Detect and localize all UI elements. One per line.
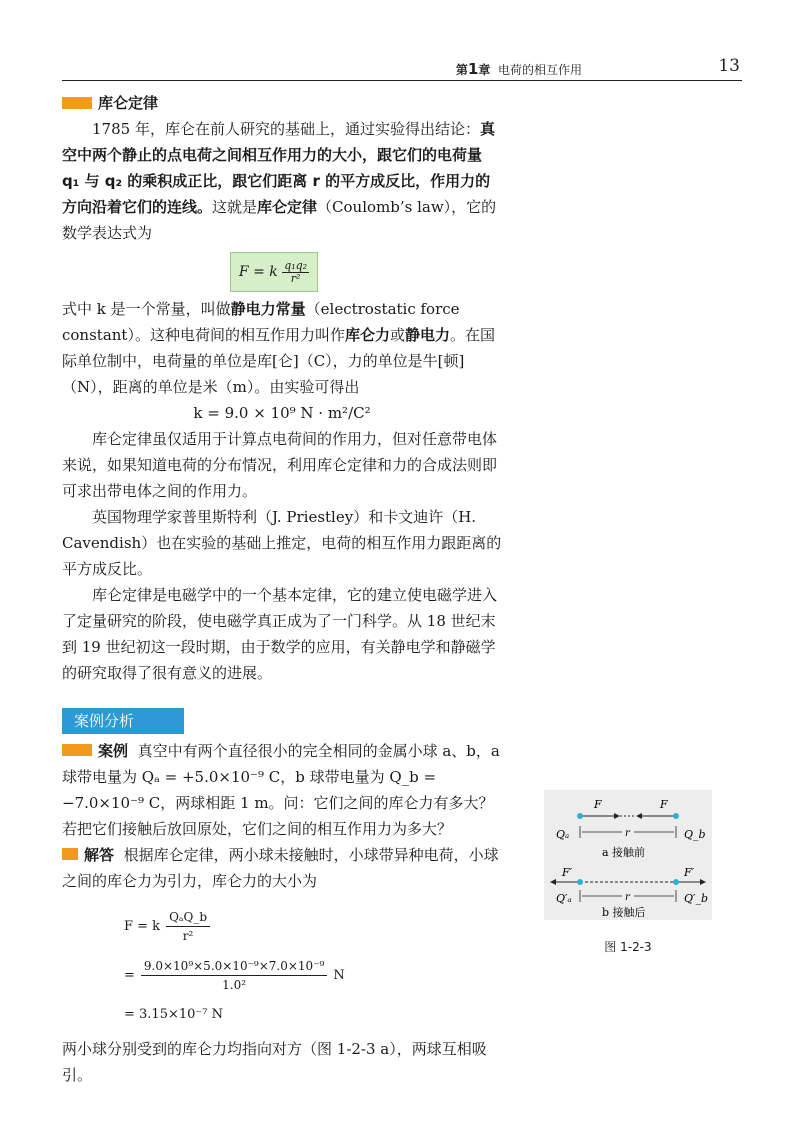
coulomb-paragraph-2 [62,296,502,400]
case-analysis-banner: 案例分析 [62,708,184,734]
chapter-prefix: 第 [455,63,468,77]
calc2-unit: N [333,967,345,983]
coulomb-formula [230,252,318,292]
fig-b-r-label: r [625,892,630,903]
fig-a-arrow-left-head-icon [614,813,620,819]
fig-a-force-left-label: F [594,798,602,811]
page-header [62,56,742,81]
para2-d: 。在国际单位制中，电荷量的单位是库[仑]（C），力的单位是牛[顿]（N），距离的单位是米（m）。由实验可得出 [62,326,496,396]
fig-a-qb-label: Q_b [684,828,706,841]
fig-a-qa-label: Qₐ [556,828,570,841]
main-content [62,90,502,1088]
fig-b-qa-label: Q′ₐ [556,892,572,905]
case-text: 真空中有两个直径很小的完全相同的金属小球 a、b，a 球带电量为 Qₐ = +5.0×10⁻⁹ C，b 球带电量为 Q_b = −7.0×10⁻⁹ C，两球相距 1 m。问：它们之间的库仑力有多大？若把它们接触后放回原处，它们之间的相互作用力为多大？ [62,742,500,838]
fig-b-force-right-label: F′ [684,866,695,879]
calc2-equals: = [124,967,135,983]
fig-b-charge-a [577,879,583,885]
term-coulomb-force: 库仑力 [344,326,390,344]
formula-lhs: F = k [238,264,278,280]
chapter-title: 电荷的相互作用 [497,63,582,77]
fig-a-caption: a 接触前 [602,846,646,859]
answer-text: 根据库仑定律，两小球未接触时，小球带异种电荷，小球之间的库仑力为引力，库仑力的大小为 [62,846,499,890]
chapter-suffix: 章 [478,63,491,77]
chapter-label [456,60,582,78]
fig-a-force-right-label: F [660,798,668,811]
force-diagram-svg [544,790,712,920]
para1-tail-a: 这就是 [212,198,258,216]
chapter-number: 1 [467,60,479,78]
para2-a: 式中 k 是一个常量，叫做 [62,300,231,318]
case-marker-icon [62,744,92,756]
fig-b-caption: b 接触后 [602,906,646,919]
calc-row-3 [124,1006,502,1024]
fig-a-charge-b [673,813,679,819]
answer-marker-icon [62,848,78,860]
case-label: 案例 [98,742,129,760]
para1-tail-b: （Coulomb’s law），它的数学表达式为 [62,198,497,242]
para2-c: 或 [389,326,405,344]
calc-row-1 [124,908,502,945]
calc2-fraction [141,957,327,994]
fig-b-qb-label: Q′_b [684,892,709,905]
figure-caption: 图 1-2-3 [604,940,652,954]
fig-b-arrow-left-head-icon [550,879,556,885]
calc3-result: = 3.15×10⁻⁷ N [124,1007,223,1022]
force-diagram-figure [544,790,712,920]
fig-b-arrow-right-head-icon [700,879,706,885]
calc1-denominator: r² [182,929,194,943]
para1-lead: 1785 年，库仑在前人研究的基础上，通过实验得出结论： [92,120,480,138]
calc1-numerator: QₐQ_b [166,908,210,927]
calculation-block [124,908,502,1024]
formula-numerator: q₁q₂ [284,258,308,272]
coulomb-law-statement: 真空中两个静止的点电荷之间相互作用力的大小，跟它们的电荷量 q₁ 与 q₂ 的乘积成正比，跟它们距离 r 的平方成反比，作用力的方向沿着它们的连线。 [62,120,495,216]
case-paragraph [62,738,502,842]
calc1-lhs: F = k [124,918,161,934]
conclusion-paragraph: 两小球分别受到的库仑力均指向对方（图 1-2-3 a），两球互相吸引。 [62,1040,487,1084]
formula-denominator: r² [290,271,301,285]
page-number: 13 [718,56,740,76]
fig-b-charge-b [673,879,679,885]
para2-b: （electrostatic force constant）。这种电荷间的相互作用力叫作 [62,300,460,344]
term-electrostatic-constant: 静电力常量 [230,300,306,318]
fig-a-arrow-right-head-icon [636,813,642,819]
coulomb-paragraph-4: 英国物理学家普里斯特利（J. Priestley）和卡文迪许（H. Cavendish）也在实验的基础上推定，电荷的相互作用力跟距离的平方成反比。 [62,508,502,578]
calc-row-2 [124,957,502,994]
term-coulomb-law: 库仑定律 [257,198,318,216]
formula-fraction [282,260,309,285]
answer-paragraph [62,842,502,894]
answer-label: 解答 [84,846,115,864]
section-title-text: 库仑定律 [98,94,159,112]
coulomb-paragraph-3: 库仑定律虽仅适用于计算点电荷间的作用力，但对任意带电体来说，如果知道电荷的分布情况，利用库仑定律和力的合成法则即可求出带电体之间的作用力。 [62,430,498,500]
calc2-numerator: 9.0×10⁹×5.0×10⁻⁹×7.0×10⁻⁹ [141,957,327,976]
calc2-denominator: 1.0² [222,978,247,992]
fig-a-charge-a [577,813,583,819]
term-electrostatic-force: 静电力 [404,326,450,344]
section-marker-icon [62,97,92,109]
calc1-fraction [166,908,210,945]
coulomb-paragraph-5: 库仑定律是电磁学中的一个基本定律，它的建立使电磁学进入了定量研究的阶段，使电磁学真正成为了一门科学。从 18 世纪末到 19 世纪初这一段时期，由于数学的应用，有关静电学和静磁学的研究取得了很有意义的进展。 [62,586,498,682]
fig-b-force-left-label: F′ [562,866,573,879]
fig-a-r-label: r [625,828,630,839]
k-value-line: k = 9.0 × 10⁹ N · m²/C² [193,404,371,422]
section-title [62,90,502,116]
coulomb-paragraph-1 [62,116,502,246]
